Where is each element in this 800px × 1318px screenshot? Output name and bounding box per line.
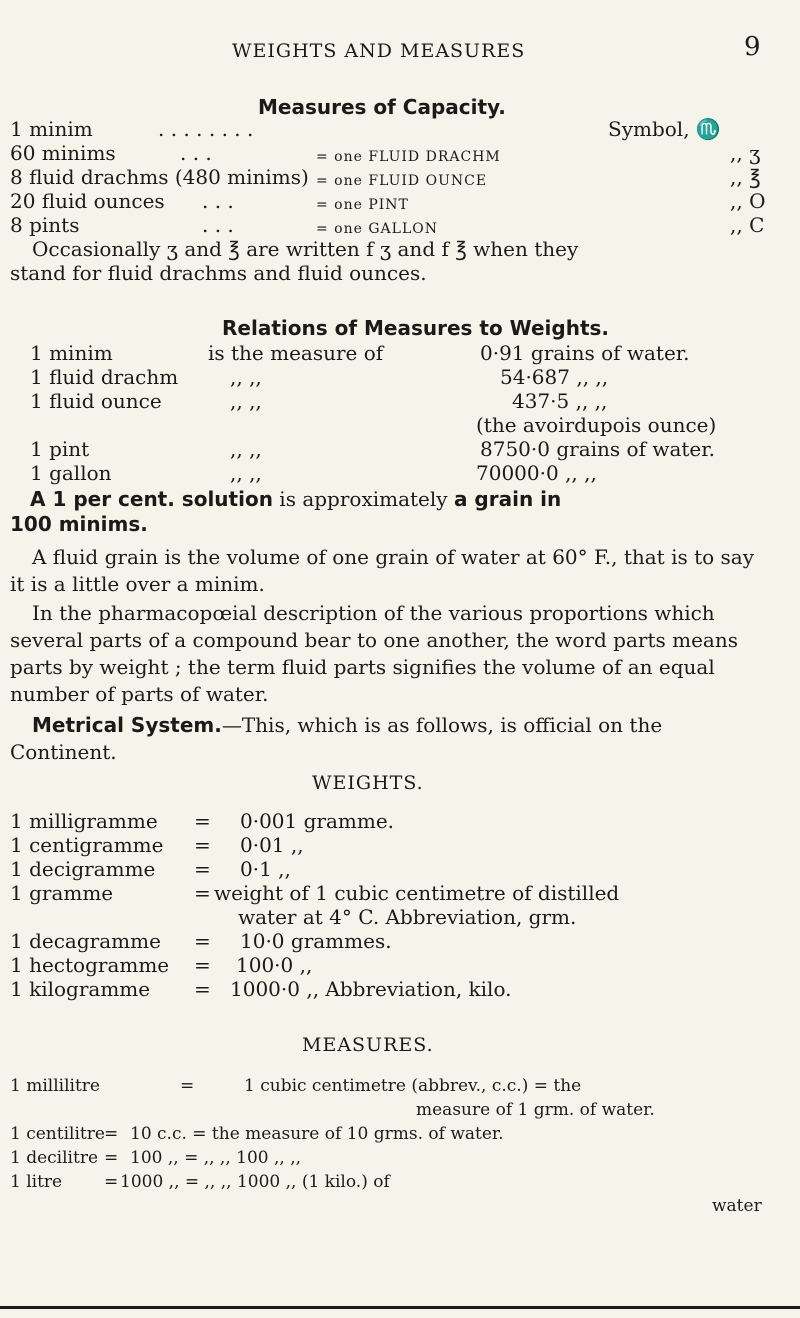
- measures-row-1-unit: 1 millilitre: [10, 1076, 100, 1096]
- measures-row-4-value: 1000 ,, = ,, ,, 1000 ,, (1 kilo.) of: [120, 1172, 390, 1192]
- solution-line-2: 100 minims.: [10, 512, 148, 536]
- capacity-row-2-eq: = one FLUID DRACHM: [316, 149, 501, 165]
- weights-row-6-unit: 1 hectogramme: [10, 953, 170, 977]
- solution-bold-b: a grain in: [453, 487, 562, 511]
- relations-row-3-mid: ,, ,,: [230, 389, 262, 413]
- weights-row-5-value: 10·0 grammes.: [240, 929, 392, 953]
- weights-row-3-eq: =: [194, 857, 211, 881]
- weights-row-5-eq: =: [194, 929, 211, 953]
- relations-row-2-mid: ,, ,,: [230, 365, 262, 389]
- measures-row-3-value: 100 ,, = ,, ,, 100 ,, ,,: [130, 1148, 302, 1168]
- fluid-grain-text: A fluid grain is the volume of one grain of water at 60° F., that is to say it is a little over a minim.: [10, 545, 755, 596]
- weights-row-4-eq: =: [194, 881, 211, 905]
- weights-row-1-eq: =: [194, 809, 211, 833]
- weights-row-7-eq: =: [194, 977, 211, 1001]
- capacity-heading: Measures of Capacity.: [258, 95, 506, 119]
- measures-row-2-eq: =: [104, 1124, 119, 1144]
- solution-bold-a: A 1 per cent. solution: [30, 487, 273, 511]
- measures-row-2-value: 10 c.c. = the measure of 10 grms. of water.: [130, 1124, 504, 1144]
- weights-row-7-value: 1000·0 ,, Abbreviation, kilo.: [230, 977, 512, 1001]
- weights-row-6-eq: =: [194, 953, 211, 977]
- relations-row-3-value: 437·5 ,, ,,: [512, 389, 608, 413]
- relations-row-6-value: 70000·0 ,, ,,: [476, 461, 597, 485]
- measures-row-3-unit: 1 decilitre: [10, 1148, 99, 1168]
- relations-row-6-mid: ,, ,,: [230, 461, 262, 485]
- capacity-note-line-1: Occasionally ʒ and ℥ are written f ʒ and f ℥ when they: [32, 237, 579, 261]
- weights-row-3-unit: 1 decigramme: [10, 857, 156, 881]
- capacity-row-4-left: 20 fluid ounces: [10, 189, 165, 213]
- capacity-row-3-left: 8 fluid drachms (480 minims): [10, 165, 309, 189]
- measures-row-1-eq: =: [180, 1076, 195, 1096]
- relations-row-1-mid: is the measure of: [208, 341, 384, 365]
- capacity-row-4-eq: = one PINT: [316, 197, 409, 213]
- bottom-rule: [0, 1306, 800, 1309]
- measures-row-4-eq: =: [104, 1172, 119, 1192]
- weights-row-4-unit: 1 gramme: [10, 881, 114, 905]
- metrical-paragraph: [10, 712, 762, 766]
- weights-row-4-value: weight of 1 cubic centimetre of distilled: [214, 881, 620, 905]
- weights-row-2-value: 0·01 ,,: [240, 833, 304, 857]
- weights-row-4-value-cont: water at 4° C. Abbreviation, grm.: [238, 905, 577, 929]
- measures-row-2-unit: 1 centilitre: [10, 1124, 105, 1144]
- measures-row-1-value: 1 cubic centimetre (abbrev., c.c.) = the: [244, 1076, 582, 1096]
- relations-row-1-value: 0·91 grains of water.: [480, 341, 690, 365]
- weights-row-2-eq: =: [194, 833, 211, 857]
- capacity-note-line-2: stand for fluid drachms and fluid ounces.: [10, 261, 427, 285]
- relations-row-5-unit: 1 pint: [30, 437, 90, 461]
- measures-row-1-value-cont: measure of 1 grm. of water.: [416, 1100, 655, 1120]
- metrical-rest: —This, which is as follows, is official on the Continent.: [10, 713, 663, 764]
- relations-row-5-value: 8750·0 grains of water.: [480, 437, 715, 461]
- measures-row-4-unit: 1 litre: [10, 1172, 63, 1192]
- capacity-row-2-left: 60 minims: [10, 141, 116, 165]
- capacity-row-1-symbol: Symbol, ♏: [608, 117, 721, 141]
- weights-row-1-unit: 1 milligramme: [10, 809, 158, 833]
- weights-row-7-unit: 1 kilogramme: [10, 977, 151, 1001]
- weights-row-2-unit: 1 centigramme: [10, 833, 164, 857]
- capacity-row-3-eq: = one FLUID OUNCE: [316, 173, 488, 189]
- weights-row-3-value: 0·1 ,,: [240, 857, 291, 881]
- capacity-row-5-symbol: ,, C: [730, 213, 765, 237]
- capacity-row-5-eq: = one GALLON: [316, 221, 438, 237]
- relations-row-4-note: (the avoirdupois ounce): [476, 413, 717, 437]
- relations-row-5-mid: ,, ,,: [230, 437, 262, 461]
- capacity-row-5-dots: . . .: [202, 213, 234, 237]
- capacity-row-4-dots: . . .: [202, 189, 234, 213]
- fluid-grain-paragraph: [10, 544, 762, 598]
- relations-heading: Relations of Measures to Weights.: [222, 316, 610, 340]
- relations-row-3-unit: 1 fluid ounce: [30, 389, 162, 413]
- relations-row-2-unit: 1 fluid drachm: [30, 365, 179, 389]
- weights-row-1-value: 0·001 gramme.: [240, 809, 395, 833]
- capacity-row-4-symbol: ,, O: [730, 189, 766, 213]
- capacity-row-1-left: 1 minim: [10, 117, 93, 141]
- capacity-row-2-symbol: ,, ʒ: [730, 141, 761, 165]
- measures-row-3-eq: =: [104, 1148, 119, 1168]
- metrical-lead: Metrical System.: [32, 713, 222, 737]
- solution-line-1: [30, 486, 561, 512]
- capacity-row-5-left: 8 pints: [10, 213, 80, 237]
- relations-row-6-unit: 1 gallon: [30, 461, 112, 485]
- relations-row-2-value: 54·687 ,, ,,: [500, 365, 609, 389]
- weights-row-5-unit: 1 decagramme: [10, 929, 161, 953]
- parts-text: In the pharmacopœial description of the various proportions which several parts of a compound bear to one another, the word parts means parts by weight ; the term fluid parts signifies the volume of an equal number of parts of water.: [10, 601, 738, 706]
- measures-heading: MEASURES.: [302, 1034, 434, 1056]
- solution-mid-text: is approximately: [272, 487, 454, 511]
- measures-row-4-value-cont: water: [712, 1196, 762, 1216]
- page-number: 9: [744, 32, 761, 62]
- weights-heading: WEIGHTS.: [312, 772, 424, 794]
- weights-row-6-value: 100·0 ,,: [236, 953, 313, 977]
- parts-paragraph: [10, 600, 762, 708]
- running-title: WEIGHTS AND MEASURES: [232, 40, 526, 62]
- relations-row-1-unit: 1 minim: [30, 341, 113, 365]
- capacity-row-2-dots: . . .: [180, 141, 212, 165]
- capacity-row-3-symbol: ,, ℥: [730, 165, 761, 189]
- capacity-row-1-dots: . . . . . . . .: [158, 117, 254, 141]
